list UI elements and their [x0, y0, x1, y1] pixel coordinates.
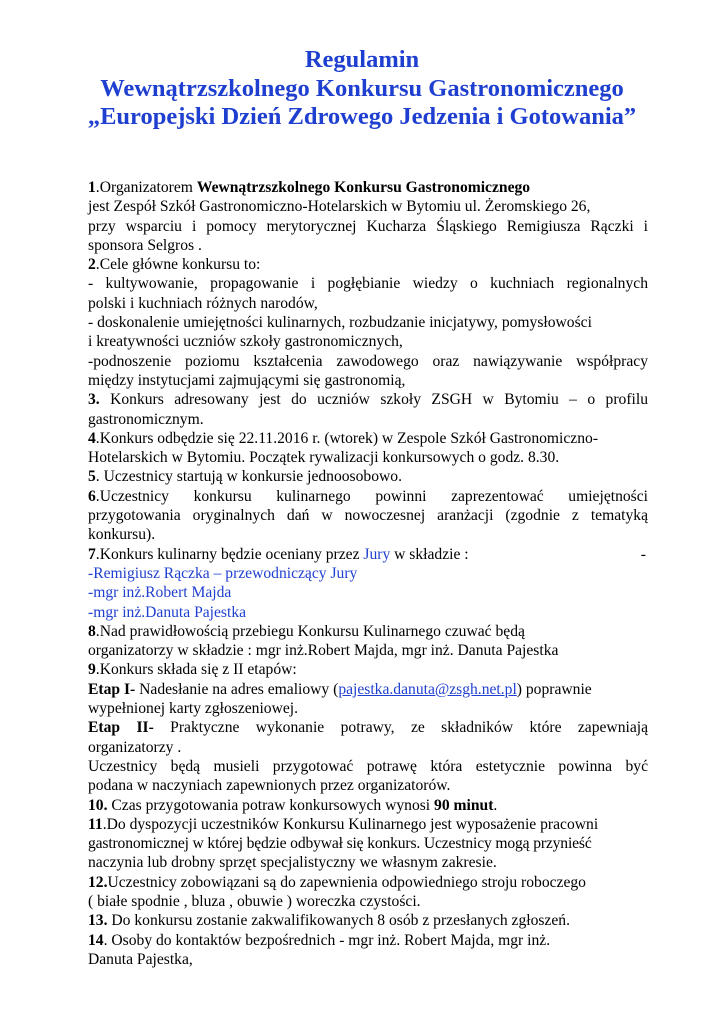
- stage-2-line-1: Etap II- Praktyczne wykonanie potrawy, ze składników które zapewniają: [88, 719, 648, 737]
- paragraph-12-line-1: 12.Uczestnicy zobowiązani są do zapewnienia odpowiedniego stroju roboczego: [88, 873, 586, 891]
- stage-2-note-line-1: Uczestnicy będą musieli przygotować potrawę która estetycznie powinna być: [88, 757, 648, 775]
- title-line-2: Wewnątrzszkolnego Konkursu Gastronomicznego: [100, 74, 624, 102]
- paragraph-number: 14: [88, 931, 104, 949]
- stage-2-label: Etap II-: [88, 719, 154, 737]
- paragraph-13-line-1: 13. Do konkursu zostanie zakwalifikowanych 8 osób z przesłanych zgłoszeń.: [88, 912, 570, 930]
- stage-1-line-2: wypełnionej karty zgłoszeniowej.: [88, 700, 299, 718]
- paragraph-11-line-3: naczynia lub drobny sprzęt specjalistyczny we własnym zakresie.: [88, 854, 497, 872]
- paragraph-8-line-2: organizatorzy w składzie : mgr inż.Robert Majda, mgr inż. Danuta Pajestka: [88, 642, 559, 660]
- jury-member-2: -mgr inż.Robert Majda: [88, 584, 232, 602]
- regulations-body: [88, 178, 648, 969]
- paragraph-number: 13.: [88, 912, 108, 930]
- paragraph-number: 10.: [88, 796, 108, 814]
- paragraph-2-line-4: - doskonalenie umiejętności kulinarnych, rozbudzanie inicjatywy, pomysłowości: [88, 314, 592, 332]
- paragraph-7-line-1: 7.Konkurs kulinarny będzie oceniany przez Jury w składzie : -: [88, 545, 646, 563]
- paragraph-number: 4: [88, 429, 96, 447]
- paragraph-2-line-5: i kreatywności uczniów szkoły gastronomicznych,: [88, 333, 403, 351]
- paragraph-9-line-1: 9.Konkurs składa się z II etapów:: [88, 661, 297, 679]
- paragraph-3-line-2: gastronomicznym.: [88, 410, 204, 428]
- paragraph-6-line-2: przygotowania oryginalnych dań w nowoczesnej aranżacji (zgodnie z tematyką: [88, 507, 648, 525]
- title-line-3: „Europejski Dzień Zdrowego Jedzenia i Gotowania”: [87, 103, 637, 130]
- paragraph-number: 1: [88, 179, 96, 196]
- stage-2-line-2: organizatorzy .: [88, 738, 182, 756]
- paragraph-1-line-1: 1.Organizatorem Wewnątrzszkolnego Konkursu Gastronomicznego: [88, 179, 531, 196]
- paragraph-3-line-1: 3. Konkurs adresowany jest do uczniów szkoły ZSGH w Bytomiu – o profilu: [88, 391, 648, 409]
- paragraph-number: 2: [88, 256, 96, 274]
- paragraph-12-line-2: ( białe spodnie , bluza , obuwie ) woreczka czystości.: [88, 892, 421, 910]
- paragraph-14-line-2: Danuta Pajestka,: [88, 950, 193, 968]
- paragraph-2-line-1: 2.Cele główne konkursu to:: [88, 256, 261, 274]
- paragraph-2-line-2: - kultywowanie, propagowanie i pogłębianie wiedzy o kuchniach regionalnych: [88, 275, 648, 293]
- paragraph-1-line-3: przy wsparciu i pomocy merytorycznej Kucharza Śląskiego Remigiusza Rączki i: [88, 217, 648, 235]
- paragraph-number: 3.: [88, 391, 100, 409]
- paragraph-2-line-3: polski i kuchniach różnych narodów,: [88, 294, 318, 312]
- paragraph-number: 9: [88, 661, 96, 679]
- paragraph-2-line-6: -podnoszenie poziomu kształcenia zawodowego oraz nawiązywanie współpracy: [88, 352, 648, 370]
- jury-member-1: -Remigiusz Rączka – przewodniczący Jury: [88, 564, 358, 582]
- jury-word: Jury: [363, 545, 391, 563]
- jury-member-3: -mgr inż.Danuta Pajestka: [88, 603, 247, 621]
- trailing-dash: -: [640, 545, 646, 563]
- paragraph-number: 11: [88, 815, 103, 833]
- stage-1-label: Etap I-: [88, 680, 136, 698]
- document-title: [0, 46, 724, 132]
- stage-1-line-1: Etap I- Nadesłanie na adres emaliowy (pajestka.danuta@zsgh.net.pl) poprawnie: [88, 680, 592, 698]
- stage-2-note-line-2: podana w naczyniach zapewnionych przez organizatorów.: [88, 777, 451, 795]
- paragraph-11-line-2: gastronomicznej w której będzie odbywał się konkurs. Uczestnicy mogą przynieść: [88, 835, 592, 853]
- paragraph-14-line-1: 14. Osoby do kontaktów bezpośrednich - mgr inż. Robert Majda, mgr inż.: [88, 931, 551, 949]
- paragraph-4-line-2: Hotelarskich w Bytomiu. Początek rywalizacji konkursowych o godz. 8.30.: [88, 449, 560, 467]
- paragraph-6-line-1: 6.Uczestnicy konkursu kulinarnego powinni zaprezentować umiejętności: [88, 487, 648, 505]
- paragraph-2-line-7: między instytucjami zajmującymi się gastronomią,: [88, 371, 406, 389]
- paragraph-number: 5: [88, 468, 96, 486]
- paragraph-6-line-3: konkursu).: [88, 526, 156, 544]
- paragraph-1-line-4: sponsora Selgros .: [88, 236, 202, 254]
- paragraph-8-line-1: 8.Nad prawidłowością przebiegu Konkursu Kulinarnego czuwać będą: [88, 622, 525, 640]
- paragraph-number: 6: [88, 487, 96, 505]
- paragraph-5-line-1: 5. Uczestnicy startują w konkursie jednoosobowo.: [88, 468, 402, 486]
- paragraph-4-line-1: 4.Konkurs odbędzie się 22.11.2016 r. (wtorek) w Zespole Szkół Gastronomiczno-: [88, 429, 599, 447]
- paragraph-number: 12.: [88, 873, 108, 891]
- organizer-contest-name: Wewnątrzszkolnego Konkursu Gastronomicznego: [196, 179, 531, 196]
- paragraph-11-line-1: 11.Do dyspozycji uczestników Konkursu Kulinarnego jest wyposażenie pracowni: [88, 815, 599, 833]
- paragraph-1-line-2: jest Zespół Szkół Gastronomiczno-Hotelarskich w Bytomiu ul. Żeromskiego 26,: [88, 198, 591, 216]
- paragraph-10-line-1: 10. Czas przygotowania potraw konkursowych wynosi 90 minut.: [88, 796, 498, 814]
- title-line-1: Regulamin: [304, 46, 420, 73]
- duration-value: 90 minut: [434, 796, 494, 814]
- paragraph-number: 8: [88, 622, 96, 640]
- email-link[interactable]: pajestka.danuta@zsgh.net.pl: [338, 680, 517, 698]
- paragraph-number: 7: [88, 545, 96, 563]
